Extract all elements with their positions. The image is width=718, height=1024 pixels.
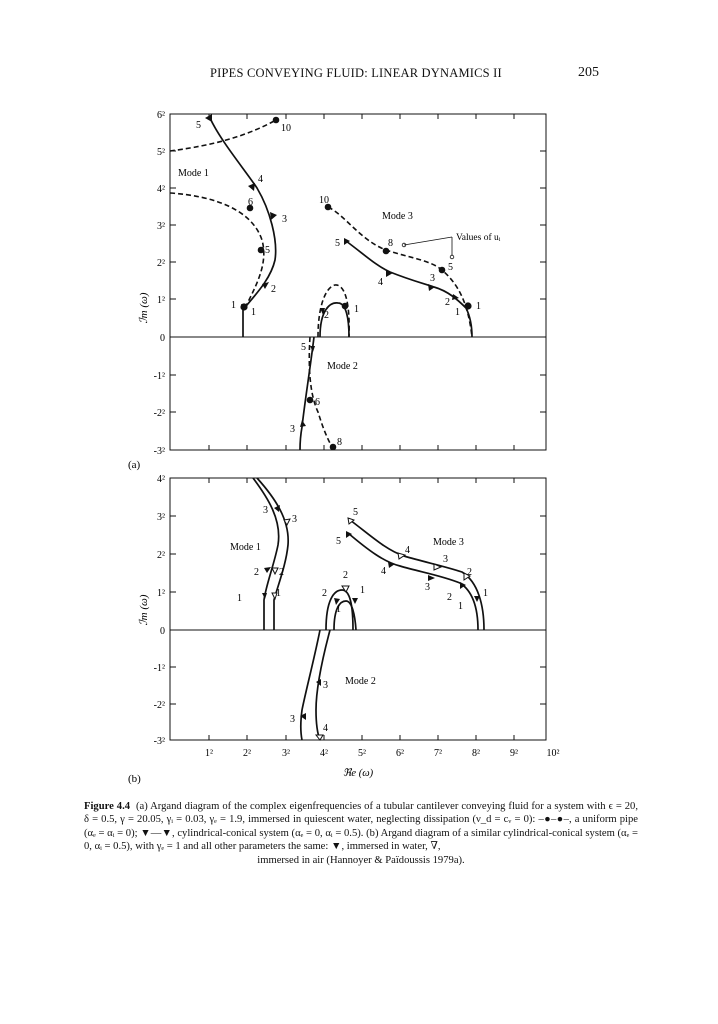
b-xlabel: ℜe (ω) <box>342 768 374 779</box>
b-marker-filled <box>264 567 271 573</box>
a-ytick-5: 5² <box>157 147 165 158</box>
a-ytick-6: 6² <box>157 110 165 121</box>
a-point-label: 5 <box>448 262 453 273</box>
a-values-leader <box>402 237 454 259</box>
b-marker-filled <box>274 505 280 512</box>
b-ytick-0: 0 <box>160 626 165 637</box>
panel-a-label: (a) <box>128 459 141 471</box>
b-marker-open <box>398 553 405 559</box>
b-point-label: 2 <box>322 588 327 599</box>
a-point-label: 10 <box>281 123 291 134</box>
b-marker-filled <box>346 531 352 538</box>
a-ytick-2: 2² <box>157 258 165 269</box>
b-point-label: 5 <box>353 507 358 518</box>
a-point-label: 2 <box>271 284 276 295</box>
b-ytick-4: 4² <box>157 474 165 485</box>
a-point-label: 8 <box>337 437 342 448</box>
b-marker-open <box>342 586 349 592</box>
a-marker-circle <box>307 397 314 404</box>
a-marker-circle <box>273 117 280 124</box>
a-ytick-1: 1² <box>157 295 165 306</box>
a-point-label: 3 <box>282 214 287 225</box>
b-xtick-9: 9² <box>510 748 518 759</box>
panel-b-label: (b) <box>128 773 141 785</box>
caption-body: (a) Argand diagram of the complex eigenfrequencies of a tubular cantilever conveying fluid for a system with ϵ = 20, δ = 0.5, γ = 20.05, γᵢ = 0.03, γₑ = 1.9, immersed in quiescent water, neglecting dissipation (ν_d = cᵥ = 0): –●–●–, a uniform pipe (αₑ = αᵢ = 0); ▼—▼, cylindrical-conical system (αₑ = 0, αᵢ = 0.5). (b) Argand diagram of a similar cylindrical-conical system (αₑ = 0, αᵢ = 0.5), with γₑ = 1 and all other parameters the same: ▼, immersed in water, ∇, <box>84 801 638 853</box>
b-point-label: 2 <box>343 570 348 581</box>
b-xtick-7: 7² <box>434 748 442 759</box>
b-xtick-4: 4² <box>320 748 328 759</box>
a-point-label: 1 <box>231 300 236 311</box>
b-point-label: 5 <box>336 536 341 547</box>
a-mode1-label: Mode 1 <box>178 168 209 179</box>
a-mode3-label: Mode 3 <box>382 211 413 222</box>
a-marker-circle <box>258 247 265 254</box>
a-point-label: 5 <box>335 238 340 249</box>
b-xtick-1: 1² <box>205 748 213 759</box>
b-ytick-m2: -2² <box>153 700 165 711</box>
b-curve-mode1-air <box>257 478 288 630</box>
b-xtick-10: 10² <box>546 748 560 759</box>
a-marker-circle <box>439 267 446 274</box>
a-ytick-m3: -3² <box>153 446 165 457</box>
caption-label: Figure 4.4 <box>84 801 131 812</box>
panel-b <box>128 474 560 785</box>
a-point-label: 10 <box>319 195 329 206</box>
a-point-label: 1 <box>476 301 481 312</box>
page-number: 205 <box>578 65 599 80</box>
b-point-label: 2 <box>279 567 284 578</box>
b-point-label: 4 <box>381 566 386 577</box>
a-ytick-3: 3² <box>157 221 165 232</box>
panel-a-frame <box>170 114 546 450</box>
caption-last-line: immersed in air (Hannoyer & Païdoussis 1979a). <box>257 854 465 866</box>
b-marker-open <box>284 519 290 525</box>
b-marker-filled <box>428 575 435 581</box>
b-point-label: 2 <box>447 592 452 603</box>
b-xtick-2: 2² <box>243 748 251 759</box>
a-mode2-label: Mode 2 <box>327 361 358 372</box>
b-point-label: 3 <box>290 714 295 725</box>
b-marker-filled <box>474 596 480 602</box>
b-ytick-2: 2² <box>157 550 165 561</box>
b-point-label: 2 <box>254 567 259 578</box>
b-point-label: 3 <box>425 582 430 593</box>
a-point-label: 2 <box>324 310 329 321</box>
b-point-label: 1 <box>483 588 488 599</box>
b-mode2-label: Mode 2 <box>345 676 376 687</box>
a-point-label: 6 <box>315 397 320 408</box>
figure-caption <box>84 800 638 867</box>
panel-b-frame <box>170 478 546 740</box>
a-point-label: 1 <box>251 307 256 318</box>
a-point-label: 5 <box>265 245 270 256</box>
a-point-label: 4 <box>378 277 383 288</box>
panel-a <box>128 110 546 471</box>
b-point-label: 4 <box>405 545 410 556</box>
a-point-label: 5 <box>196 120 201 131</box>
b-xtick-3: 3² <box>282 748 290 759</box>
a-ytick-m2: -2² <box>153 408 165 419</box>
b-mode3-label: Mode 3 <box>433 537 464 548</box>
a-point-label: 1 <box>354 304 359 315</box>
b-point-label: 3 <box>323 680 328 691</box>
b-point-label: 3 <box>263 505 268 516</box>
b-xtick-5: 5² <box>358 748 366 759</box>
b-xtick-6: 6² <box>396 748 404 759</box>
a-point-label: 2 <box>445 297 450 308</box>
a-marker-triangle <box>248 183 255 191</box>
a-point-label: 5 <box>301 342 306 353</box>
b-ytick-1: 1² <box>157 588 165 599</box>
a-point-label: 6 <box>248 197 253 208</box>
a-point-label: 4 <box>258 174 263 185</box>
b-xtick-8: 8² <box>472 748 480 759</box>
a-ylabel: ℐm (ω) <box>138 292 150 324</box>
a-point-label: 3 <box>290 424 295 435</box>
a-marker-triangle <box>262 282 269 289</box>
b-point-label: 1 <box>458 601 463 612</box>
a-marker-circle <box>342 303 349 310</box>
a-marker-circle <box>464 302 471 309</box>
b-point-label: 2 <box>467 567 472 578</box>
a-ytick-m1: -1² <box>153 371 165 382</box>
b-point-label: 1 <box>276 588 281 599</box>
a-point-label: 1 <box>455 307 460 318</box>
b-marker-open <box>316 735 323 740</box>
a-point-label: 3 <box>430 273 435 284</box>
b-point-label: 1 <box>360 585 365 596</box>
b-point-label: 1 <box>336 604 341 615</box>
b-point-label: 3 <box>292 514 297 525</box>
b-ytick-3: 3² <box>157 512 165 523</box>
a-dashed-mode1-left <box>170 120 276 151</box>
b-mode1-label: Mode 1 <box>230 542 261 553</box>
b-marker-filled <box>352 598 358 604</box>
b-ylabel: ℐm (ω) <box>138 594 150 626</box>
a-ytick-4: 4² <box>157 184 165 195</box>
a-values-label: Values of uᵢ <box>456 233 501 243</box>
b-point-label: 3 <box>443 554 448 565</box>
b-marker-open <box>272 568 278 574</box>
b-point-label: 1 <box>237 593 242 604</box>
b-ytick-m1: -1² <box>153 663 165 674</box>
a-marker-triangle <box>428 284 435 291</box>
a-ytick-0: 0 <box>160 333 165 344</box>
a-marker-circle <box>330 444 337 451</box>
a-marker-triangle <box>270 212 277 220</box>
a-point-label: 8 <box>388 238 393 249</box>
running-title: PIPES CONVEYING FLUID: LINEAR DYNAMICS II <box>210 66 502 80</box>
b-ytick-m3: -3² <box>153 736 165 747</box>
b-point-label: 4 <box>323 723 328 734</box>
